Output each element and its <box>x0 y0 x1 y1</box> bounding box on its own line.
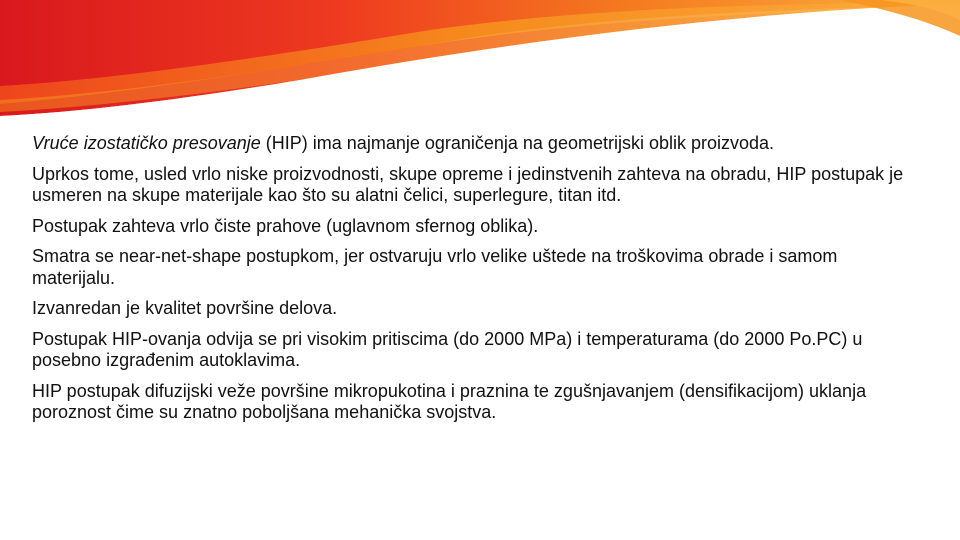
paragraph-5: Izvanredan je kvalitet površine delova. <box>32 298 338 318</box>
emphasis-term: Vruće izostatičko presovanje <box>32 133 261 153</box>
paragraph-2: Uprkos tome, usled vrlo niske proizvodnosti, skupe opreme i jedinstvenih zahteva na obradu, HIP postupak je usmeren na skupe materijale kao što su alatni čelici, superlegure, titan itd. <box>32 163 904 205</box>
body-text <box>32 133 912 433</box>
paragraph-3: Postupak zahteva vrlo čiste prahove (uglavnom sfernog oblika). <box>32 215 539 236</box>
paragraph-text: (HIP) ima najmanje ograničenja na geometrijski oblik proizvoda. <box>260 133 775 153</box>
paragraph-4: Smatra se near-net-shape postupkom, jer ostvaruju vrlo velike uštede na troškovima obrade i samom materijalu. <box>32 246 838 288</box>
decorative-swoosh-banner <box>0 0 960 140</box>
paragraph-6: Postupak HIP-ovanja odvija se pri visokim pritiscima (do 2000 MPa) i temperaturama (do 2000 Po.PC) u posebno izgrađenim autoklavima. <box>32 328 863 370</box>
paragraph-7: HIP postupak difuzijski veže površine mikropukotina i praznina te zgušnjavanjem (densifikacijom) uklanja poroznost čime su znatno poboljšana mehanička svojstva. <box>32 380 867 422</box>
paragraph-1 <box>32 133 912 155</box>
